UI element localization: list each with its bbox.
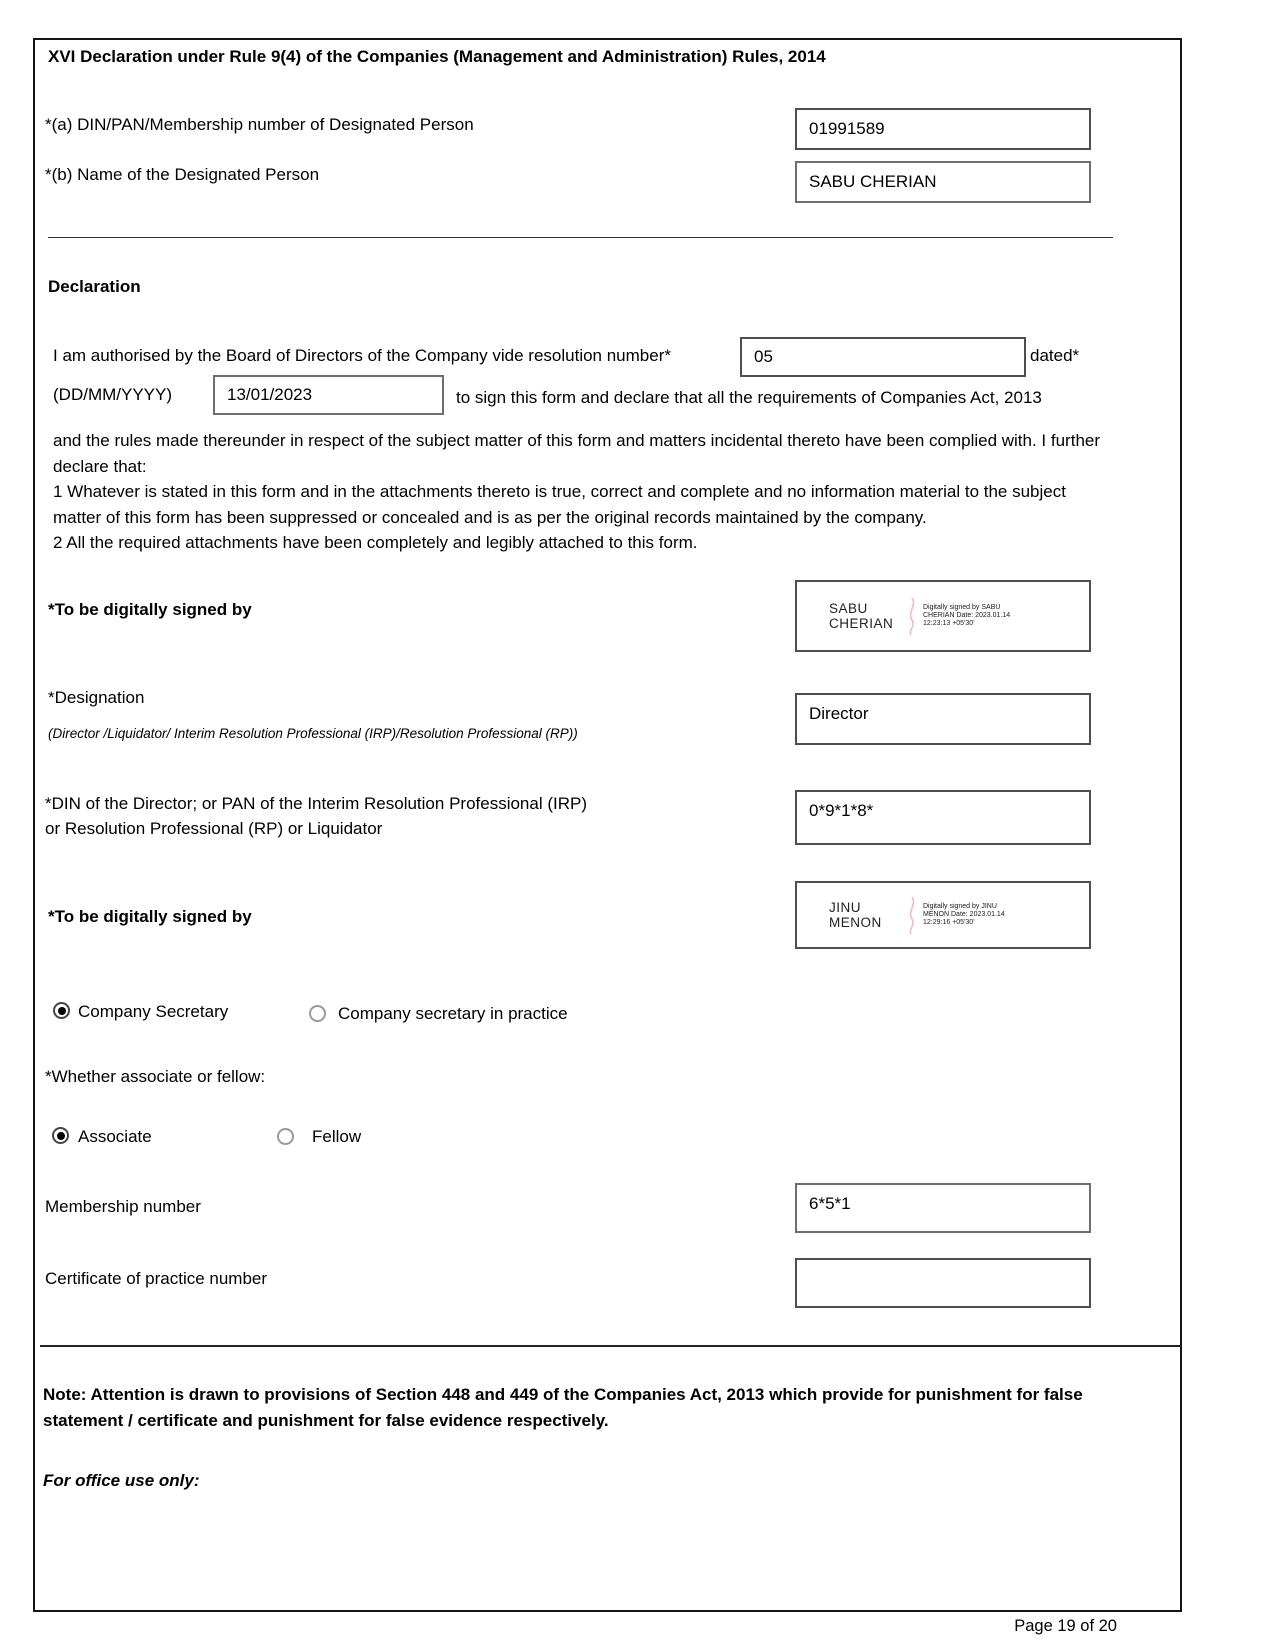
company-secretary-label: Company Secretary (78, 1002, 229, 1021)
associate-label: Associate (78, 1127, 152, 1146)
resolution-date-field[interactable]: 13/01/2023 (213, 375, 444, 415)
certificate-number-label: Certificate of practice number (45, 1269, 268, 1288)
declaration-point-2: 2 All the required attachments have been completely and legibly attached to this form. (53, 533, 698, 552)
page-number: Page 19 of 20 (1014, 1617, 1117, 1635)
sign-declare-text: to sign this form and declare that all the requirements of Companies Act, 2013 (456, 388, 1042, 407)
declaration-body (53, 428, 1105, 556)
cs-in-practice-radio[interactable] (309, 1005, 326, 1022)
associate-radio[interactable] (52, 1127, 69, 1144)
fellow-radio[interactable] (277, 1128, 294, 1145)
director-signature-field[interactable] (795, 580, 1091, 652)
declaration-heading: Declaration (48, 277, 141, 296)
designation-label: *Designation (48, 688, 145, 707)
director-signature-stamp: Digitally signed by SABU CHERIAN Date: 2023.01.14 12:23:13 +05'30' (923, 604, 1011, 627)
date-format-label: (DD/MM/YYYY) (53, 385, 172, 404)
din-director-label: *DIN of the Director; or PAN of the Interim Resolution Professional (IRP) or Resolution Professional (RP) or Liquidator (45, 794, 587, 838)
designated-name-label: *(b) Name of the Designated Person (45, 165, 320, 184)
designation-hint: (Director /Liquidator/ Interim Resolution Professional (IRP)/Resolution Professional (RP)) (48, 726, 578, 741)
authorised-text: I am authorised by the Board of Directors of the Company vide resolution number* (53, 346, 671, 365)
dated-label: dated* (1030, 346, 1080, 365)
membership-number-label: Membership number (45, 1197, 201, 1216)
section-title: XVI Declaration under Rule 9(4) of the Companies (Management and Administration) Rules, 2014 (48, 47, 826, 66)
resolution-number-field[interactable]: 05 (740, 337, 1026, 377)
office-use-label: For office use only: (43, 1471, 200, 1490)
fellowship-label: *Whether associate or fellow: (45, 1067, 266, 1086)
din-pan-field[interactable]: 01991589 (795, 108, 1091, 150)
note-text: Note: Attention is drawn to provisions of Section 448 and 449 of the Companies Act, 2013 which provide for punishment for false statement / certificate and punishment for false evidence respectively. (43, 1385, 1083, 1430)
director-signature-name: SABU CHERIAN (829, 601, 894, 631)
company-secretary-radio[interactable] (53, 1002, 70, 1019)
certificate-number-field[interactable] (795, 1258, 1091, 1308)
din-director-field[interactable]: 0*9*1*8* (795, 790, 1091, 845)
director-sign-label: *To be digitally signed by (48, 600, 252, 619)
cs-signature-field[interactable] (795, 881, 1091, 949)
cs-signature-name: JINU MENON (829, 900, 882, 930)
membership-number-field[interactable]: 6*5*1 (795, 1183, 1091, 1233)
signature-flourish-icon (903, 596, 921, 636)
declaration-point-1: 1 Whatever is stated in this form and in the attachments thereto is true, correct and complete and no information material to the subject matter of this form has been suppressed or concealed and is as per the original records maintained by the company. (53, 482, 1066, 527)
cs-sign-label: *To be digitally signed by (48, 907, 252, 926)
cs-signature-stamp: Digitally signed by JINU MENON Date: 2023.01.14 12:29:16 +05'30' (923, 903, 1005, 926)
section-divider (48, 237, 1113, 238)
note-divider (40, 1345, 1182, 1347)
din-pan-label: *(a) DIN/PAN/Membership number of Designated Person (45, 115, 474, 134)
cs-in-practice-label: Company secretary in practice (338, 1004, 568, 1023)
compliance-text: and the rules made thereunder in respect of the subject matter of this form and matters incidental thereto have been complied with. I further declare that: (53, 431, 1101, 476)
fellow-label: Fellow (312, 1127, 362, 1146)
designated-name-field[interactable]: SABU CHERIAN (795, 161, 1091, 203)
designation-field[interactable]: Director (795, 693, 1091, 745)
signature-flourish-icon (903, 895, 921, 935)
